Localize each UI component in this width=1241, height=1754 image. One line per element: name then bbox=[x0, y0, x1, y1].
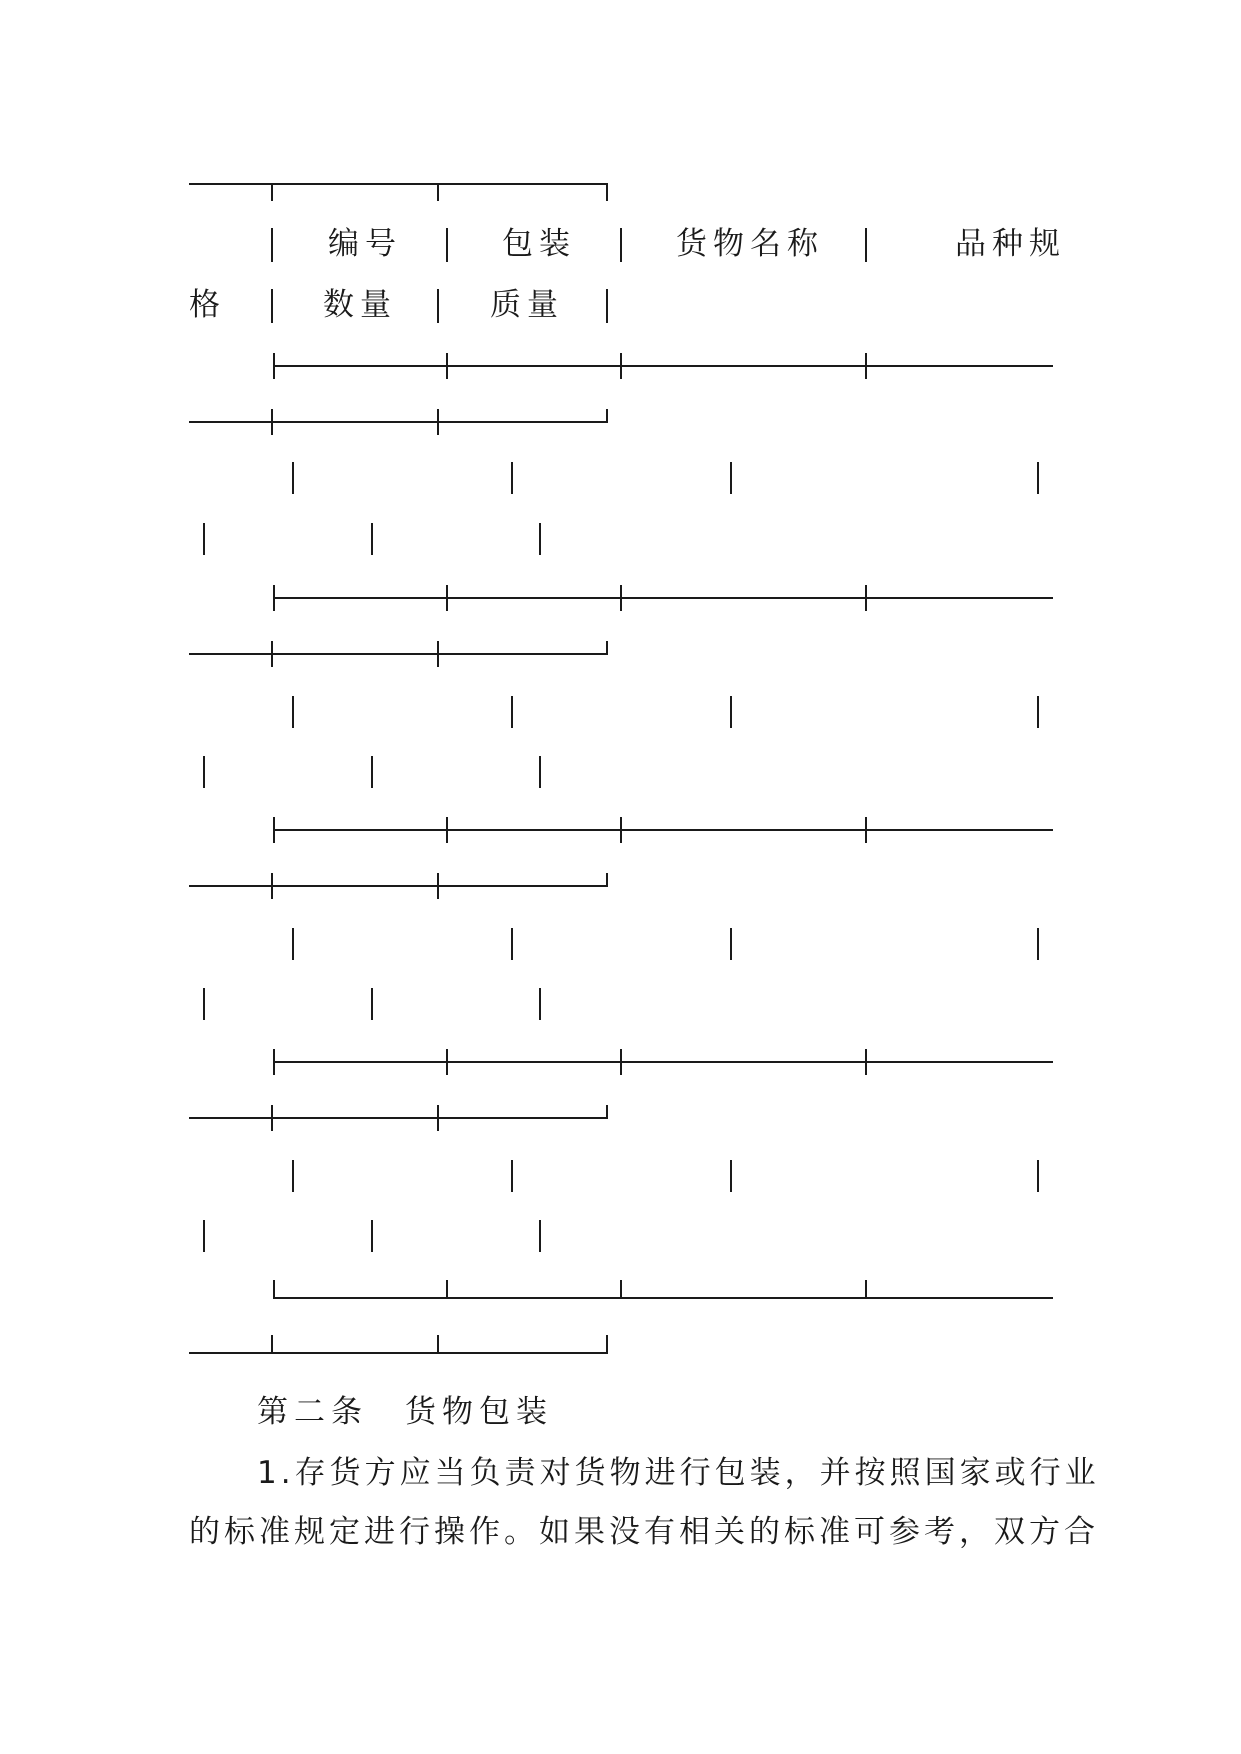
bottom-tick bbox=[437, 1335, 439, 1354]
row-separator bbox=[189, 885, 608, 887]
row-separator bbox=[273, 597, 1053, 599]
bottom-tick bbox=[620, 1280, 622, 1299]
cross-tick bbox=[273, 353, 275, 379]
row-separator bbox=[189, 1117, 608, 1119]
clause-paragraph-line: 的标准规定进行操作。如果没有相关的标准可参考，双方合 bbox=[189, 1514, 1099, 1550]
clause-paragraph-line: 1.存货方应当负责对货物进行包装，并按照国家或行业 bbox=[257, 1455, 1100, 1491]
header-divider bbox=[437, 289, 439, 323]
table-top-tick bbox=[437, 183, 439, 201]
cross-tick bbox=[273, 1049, 275, 1075]
header-goods-name: 货物名称 bbox=[676, 226, 824, 262]
cell-divider bbox=[730, 928, 732, 960]
bottom-tick bbox=[865, 1280, 867, 1299]
cross-tick bbox=[606, 873, 608, 887]
cell-divider bbox=[1037, 928, 1039, 960]
row-separator bbox=[189, 421, 608, 423]
header-divider bbox=[271, 228, 273, 262]
bottom-tick bbox=[606, 1335, 608, 1354]
header-quality: 质量 bbox=[490, 287, 564, 323]
cross-tick bbox=[606, 641, 608, 655]
cell-divider bbox=[203, 988, 205, 1020]
cross-tick bbox=[437, 641, 439, 667]
header-package: 包装 bbox=[502, 226, 576, 262]
cross-tick bbox=[437, 409, 439, 435]
table-bottom-border bbox=[189, 1352, 608, 1354]
cross-tick bbox=[446, 585, 448, 611]
cross-tick bbox=[271, 409, 273, 435]
cross-tick bbox=[273, 585, 275, 611]
cross-tick bbox=[446, 353, 448, 379]
cross-tick bbox=[620, 585, 622, 611]
cell-divider bbox=[371, 756, 373, 788]
cell-divider bbox=[1037, 696, 1039, 728]
header-divider bbox=[620, 228, 622, 262]
cross-tick bbox=[865, 585, 867, 611]
cross-tick bbox=[446, 817, 448, 843]
cell-divider bbox=[371, 523, 373, 555]
cell-divider bbox=[539, 756, 541, 788]
header-divider bbox=[865, 228, 867, 262]
cell-divider bbox=[371, 988, 373, 1020]
cross-tick bbox=[271, 873, 273, 899]
cell-divider bbox=[292, 696, 294, 728]
cross-tick bbox=[865, 817, 867, 843]
cell-divider bbox=[730, 462, 732, 494]
header-number: 编号 bbox=[328, 226, 402, 262]
cell-divider bbox=[539, 988, 541, 1020]
cell-divider bbox=[371, 1220, 373, 1252]
cross-tick bbox=[606, 1105, 608, 1119]
cross-tick bbox=[271, 1105, 273, 1131]
cell-divider bbox=[511, 928, 513, 960]
cross-tick bbox=[620, 817, 622, 843]
cross-tick bbox=[865, 1049, 867, 1075]
cell-divider bbox=[539, 523, 541, 555]
table-bottom-border bbox=[273, 1297, 1053, 1299]
cell-divider bbox=[539, 1220, 541, 1252]
cross-tick bbox=[273, 817, 275, 843]
cross-tick bbox=[437, 873, 439, 899]
cell-divider bbox=[1037, 1160, 1039, 1192]
cell-divider bbox=[203, 756, 205, 788]
cell-divider bbox=[203, 523, 205, 555]
header-spec: 品种规 bbox=[955, 226, 1066, 262]
cell-divider bbox=[511, 462, 513, 494]
cross-tick bbox=[865, 353, 867, 379]
cell-divider bbox=[292, 928, 294, 960]
cell-divider bbox=[203, 1220, 205, 1252]
row-separator bbox=[189, 653, 608, 655]
table-top-corner bbox=[606, 183, 608, 201]
table-top-tick bbox=[271, 183, 273, 201]
table-top-border bbox=[189, 183, 608, 185]
bottom-tick bbox=[273, 1280, 275, 1299]
bottom-tick bbox=[446, 1280, 448, 1299]
header-spec-cont: 格 bbox=[189, 287, 220, 323]
row-separator bbox=[273, 365, 1053, 367]
header-divider bbox=[271, 289, 273, 323]
cell-divider bbox=[730, 696, 732, 728]
header-divider bbox=[606, 289, 608, 323]
cross-tick bbox=[446, 1049, 448, 1075]
header-divider bbox=[446, 228, 448, 262]
cell-divider bbox=[511, 696, 513, 728]
row-separator bbox=[273, 829, 1053, 831]
cell-divider bbox=[292, 462, 294, 494]
header-quantity: 数量 bbox=[323, 287, 397, 323]
cell-divider bbox=[511, 1160, 513, 1192]
row-separator bbox=[273, 1061, 1053, 1063]
cross-tick bbox=[606, 409, 608, 423]
cell-divider bbox=[1037, 462, 1039, 494]
clause-title: 第二条 货物包装 bbox=[257, 1394, 553, 1430]
cell-divider bbox=[292, 1160, 294, 1192]
cross-tick bbox=[271, 641, 273, 667]
bottom-tick bbox=[271, 1335, 273, 1354]
cell-divider bbox=[730, 1160, 732, 1192]
cross-tick bbox=[620, 353, 622, 379]
cross-tick bbox=[620, 1049, 622, 1075]
cross-tick bbox=[437, 1105, 439, 1131]
